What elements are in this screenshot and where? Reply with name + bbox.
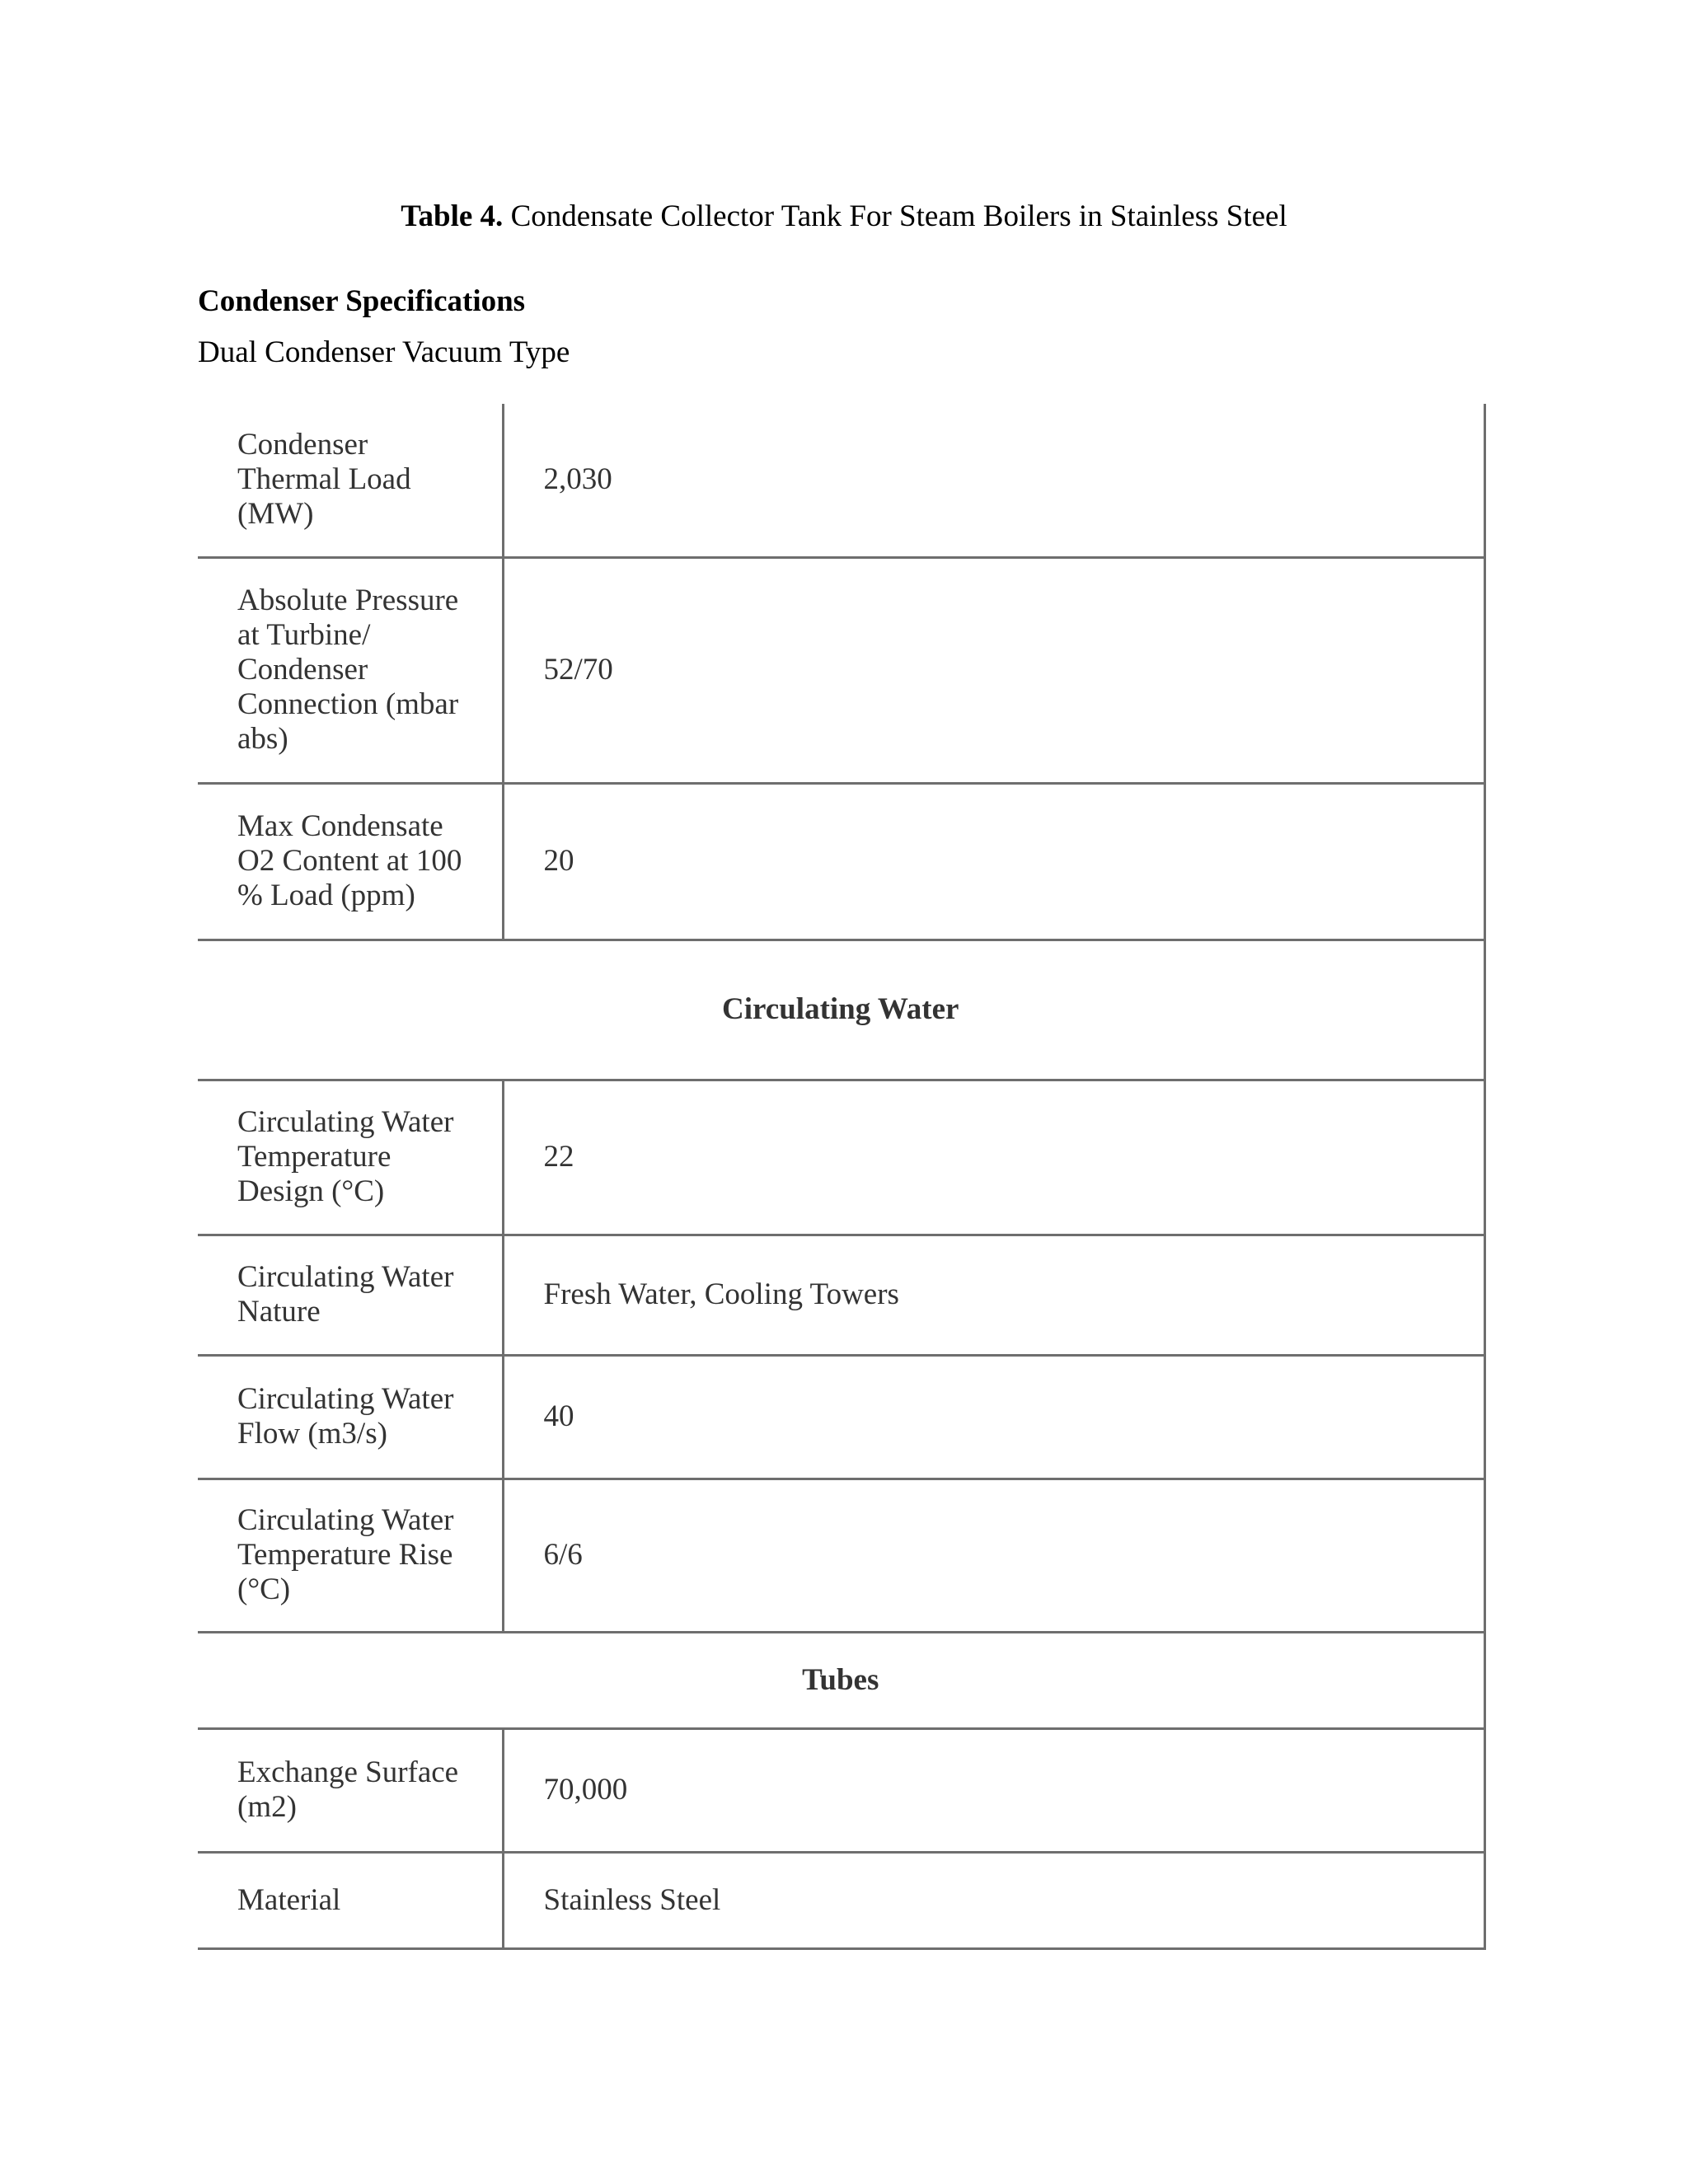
- param-cell: Max Condensate O2 Content at 100 % Load (ppm): [198, 783, 503, 940]
- value-cell: 70,000: [503, 1728, 1484, 1852]
- value-cell: 2,030: [503, 404, 1484, 557]
- table-group-row: [198, 1632, 1484, 1728]
- value-cell: 52/70: [503, 557, 1484, 783]
- param-cell: Absolute Pressure at Turbine/ Condenser Connection (mbar abs): [198, 557, 503, 783]
- param-cell: Circulating Water Nature: [198, 1235, 503, 1355]
- value-cell: 22: [503, 1080, 1484, 1235]
- table-row: [198, 1355, 1484, 1479]
- value-cell: 40: [503, 1355, 1484, 1479]
- table-row: [198, 1852, 1484, 1948]
- value-cell: 20: [503, 783, 1484, 940]
- param-cell: Circulating Water Temperature Design (°C): [198, 1080, 503, 1235]
- value-cell: 6/6: [503, 1479, 1484, 1632]
- table-row: [198, 1479, 1484, 1632]
- param-cell: Circulating Water Flow (m3/s): [198, 1355, 503, 1479]
- table-row: [198, 1728, 1484, 1852]
- param-cell: Exchange Surface (m2): [198, 1728, 503, 1852]
- group-header-circulating-water: Circulating Water: [198, 940, 1484, 1080]
- value-cell: Stainless Steel: [503, 1852, 1484, 1948]
- section-heading: Condenser Specifications: [198, 284, 526, 318]
- spec-table: [198, 404, 1486, 1950]
- table-row: [198, 1080, 1484, 1235]
- table-row: [198, 404, 1484, 557]
- table-row: [198, 1235, 1484, 1355]
- group-header-tubes: Tubes: [198, 1632, 1484, 1728]
- param-cell: Condenser Thermal Load (MW): [198, 404, 503, 557]
- table-row: [198, 783, 1484, 940]
- table-caption-label: Table 4.: [401, 199, 504, 233]
- param-cell: Circulating Water Temperature Rise (°C): [198, 1479, 503, 1632]
- table-row: [198, 557, 1484, 783]
- table-group-row: [198, 940, 1484, 1080]
- value-cell: Fresh Water, Cooling Towers: [503, 1235, 1484, 1355]
- table-caption-text: Condensate Collector Tank For Steam Boilers in Stainless Steel: [510, 199, 1287, 233]
- table-caption: [0, 196, 1688, 237]
- section-subheading: Dual Condenser Vacuum Type: [198, 335, 570, 369]
- param-cell: Material: [198, 1852, 503, 1948]
